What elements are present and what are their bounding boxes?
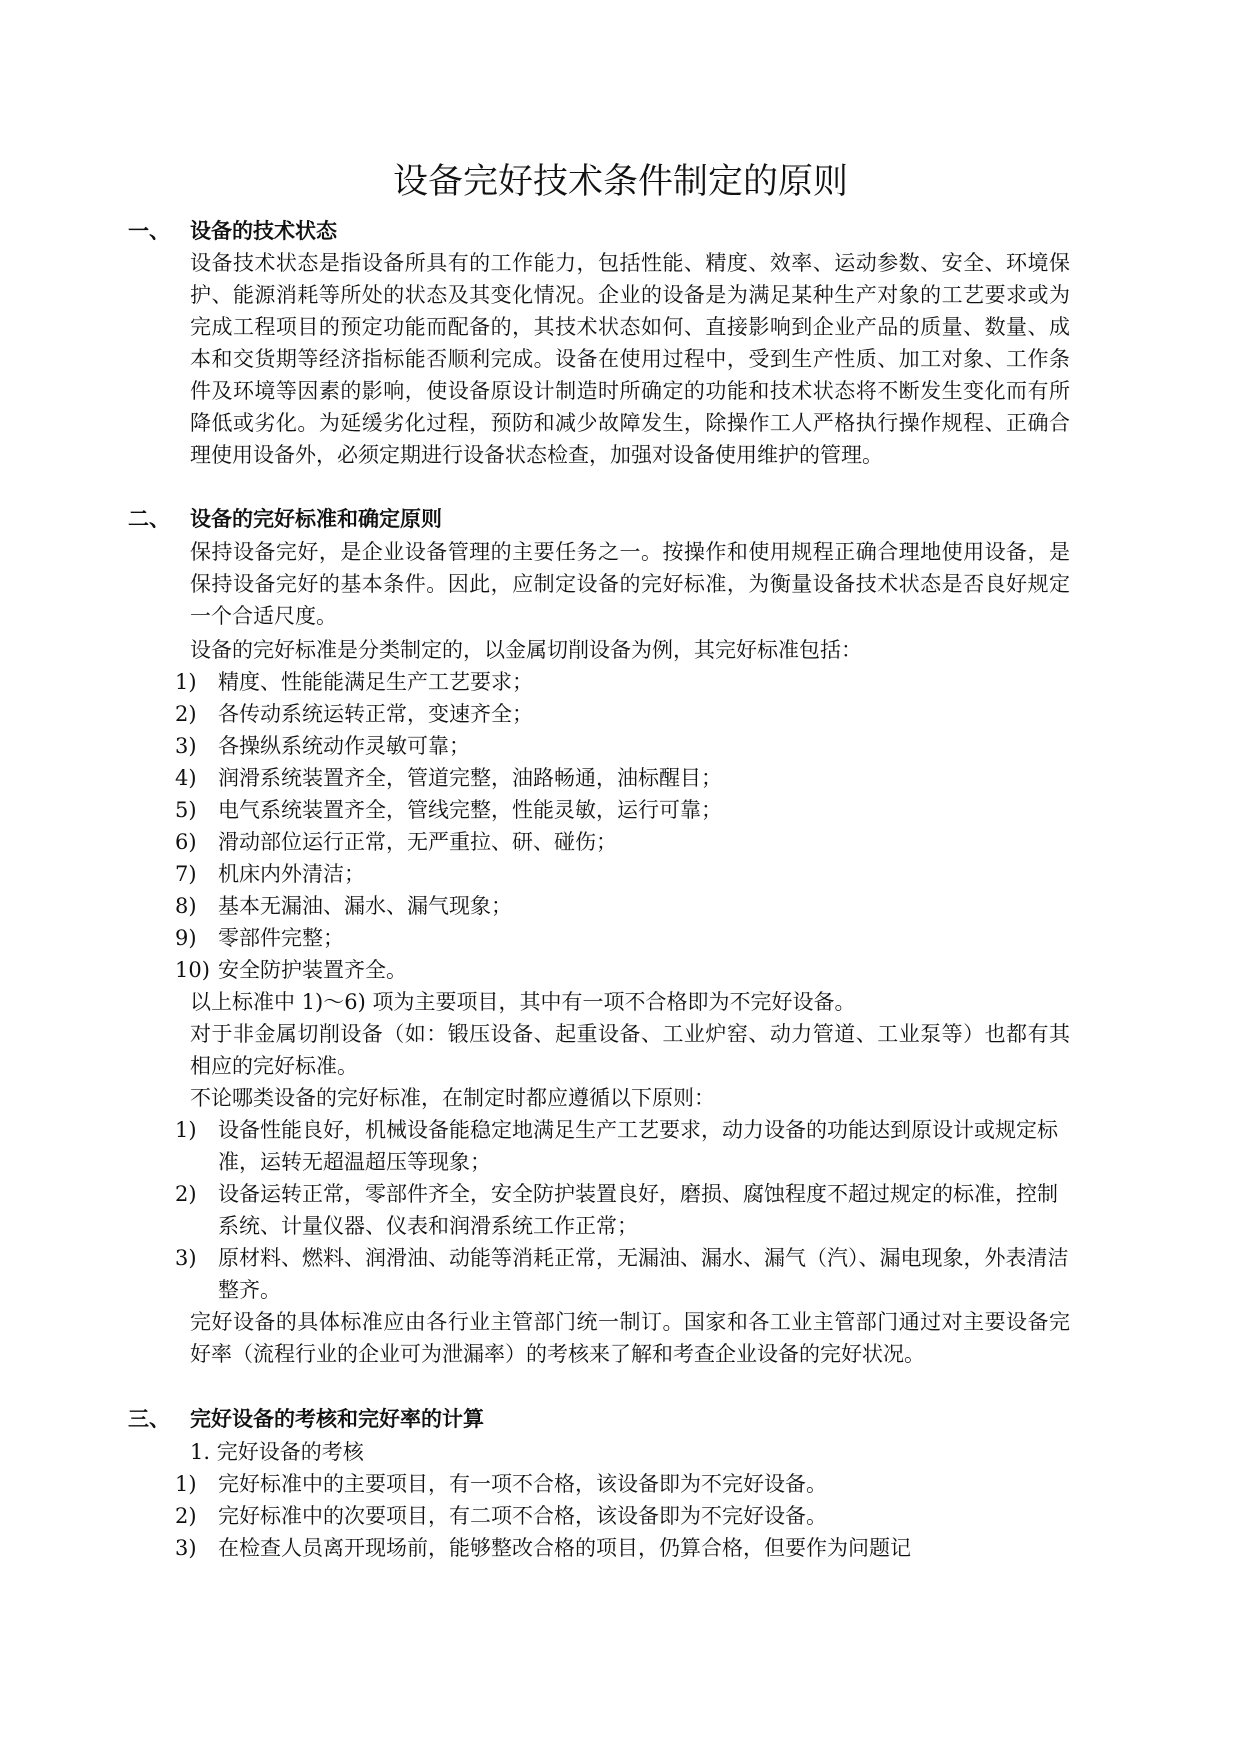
- section-number: 一、: [128, 219, 170, 243]
- list-item: [175, 698, 1070, 730]
- list-item: [175, 1500, 1070, 1532]
- principle-item: [175, 1178, 1070, 1242]
- list-number: 2): [175, 1504, 197, 1528]
- list-text: 滑动部位运行正常，无严重拉、研、碰伤；: [218, 830, 617, 854]
- list-number: 3): [175, 1536, 197, 1560]
- list-item: [175, 858, 1070, 890]
- list-number: 9): [175, 926, 197, 950]
- subheading: 1. 完好设备的考核: [190, 1440, 364, 1464]
- list-number: 1): [175, 1472, 197, 1496]
- list-number: 6): [175, 830, 197, 854]
- paragraph: 设备的完好标准是分类制定的，以金属切削设备为例，其完好标准包括：: [190, 638, 862, 662]
- section-number: 二、: [128, 507, 170, 531]
- list-number: 5): [175, 798, 197, 822]
- list-text: 各传动系统运转正常，变速齐全；: [218, 702, 533, 726]
- list-text: 在检查人员离开现场前，能够整改合格的项目，仍算合格，但要作为问题记: [218, 1536, 911, 1560]
- list-text: 完好标准中的次要项目，有二项不合格，该设备即为不完好设备。: [218, 1504, 827, 1528]
- list-number: 7): [175, 862, 197, 886]
- section-heading-2: [128, 504, 442, 534]
- list-text: 设备运转正常，零部件齐全，安全防护装置良好，磨损、腐蚀程度不超过规定的标准，控制系统、计量仪器、仪表和润滑系统工作正常；: [218, 1182, 1058, 1238]
- section-heading-1: [128, 216, 337, 246]
- list-number: 3): [175, 1246, 197, 1270]
- list-number: 10): [175, 958, 210, 982]
- list-text: 精度、性能能满足生产工艺要求；: [218, 670, 533, 694]
- list-item: [175, 890, 1070, 922]
- paragraph: 设备技术状态是指设备所具有的工作能力，包括性能、精度、效率、运动参数、安全、环境保护、能源消耗等所处的状态及其变化情况。企业的设备是为满足某种生产对象的工艺要求或为完成工程项目的预定功能而配备的，其技术状态如何、直接影响到企业产品的质量、数量、成本和交货期等经济指标能否顺利完成。设备在使用过程中，受到生产性质、加工对象、工作条件及环境等因素的影响，使设备原设计制造时所确定的功能和技术状态将不断发生变化而有所降低或劣化。为延缓劣化过程，预防和减少故障发生，除操作工人严格执行操作规程、正确合理使用设备外，必须定期进行设备状态检查，加强对设备使用维护的管理。: [190, 251, 1070, 467]
- section-title: 完好设备的考核和完好率的计算: [190, 1407, 484, 1431]
- paragraph: 不论哪类设备的完好标准，在制定时都应遵循以下原则：: [190, 1086, 715, 1110]
- section-heading-3: [128, 1404, 484, 1434]
- list-item: [175, 794, 1070, 826]
- list-text: 设备性能良好，机械设备能稳定地满足生产工艺要求，动力设备的功能达到原设计或规定标准，运转无超温超压等现象；: [218, 1118, 1058, 1174]
- section-number: 三、: [128, 1407, 170, 1431]
- principle-item: [175, 1242, 1070, 1306]
- list-text: 润滑系统装置齐全，管道完整，油路畅通，油标醒目；: [218, 766, 722, 790]
- list-number: 8): [175, 894, 197, 918]
- list-item: [175, 1468, 1070, 1500]
- list-item: [175, 954, 1070, 986]
- list-text: 基本无漏油、漏水、漏气现象；: [218, 894, 512, 918]
- paragraph: 对于非金属切削设备（如：锻压设备、起重设备、工业炉窑、动力管道、工业泵等）也都有其相应的完好标准。: [190, 1022, 1070, 1078]
- list-text: 完好标准中的主要项目，有一项不合格，该设备即为不完好设备。: [218, 1472, 827, 1496]
- list-number: 2): [175, 1182, 197, 1206]
- list-text: 零部件完整；: [218, 926, 344, 950]
- list-text: 电气系统装置齐全，管线完整，性能灵敏，运行可靠；: [218, 798, 722, 822]
- list-text: 原材料、燃料、润滑油、动能等消耗正常，无漏油、漏水、漏气（汽）、漏电现象，外表清洁整齐。: [218, 1246, 1069, 1302]
- list-item: [175, 762, 1070, 794]
- list-text: 安全防护装置齐全。: [218, 958, 407, 982]
- section-title: 设备的完好标准和确定原则: [190, 507, 442, 531]
- list-item: [175, 730, 1070, 762]
- section-title: 设备的技术状态: [190, 219, 337, 243]
- list-item: [175, 1532, 1070, 1564]
- list-item: [175, 826, 1070, 858]
- list-item: [175, 922, 1070, 954]
- principle-item: [175, 1114, 1070, 1178]
- list-number: 2): [175, 702, 197, 726]
- list-number: 1): [175, 1118, 197, 1142]
- list-item: [175, 666, 1070, 698]
- list-number: 3): [175, 734, 197, 758]
- paragraph: 保持设备完好，是企业设备管理的主要任务之一。按操作和使用规程正确合理地使用设备，是保持设备完好的基本条件。因此，应制定设备的完好标准，为衡量设备技术状态是否良好规定一个合适尺度。: [190, 540, 1070, 628]
- list-number: 1): [175, 670, 197, 694]
- list-text: 机床内外清洁；: [218, 862, 365, 886]
- paragraph: 以上标准中 1)～6) 项为主要项目，其中有一项不合格即为不完好设备。: [190, 990, 856, 1014]
- paragraph: 完好设备的具体标准应由各行业主管部门统一制订。国家和各工业主管部门通过对主要设备完好率（流程行业的企业可为泄漏率）的考核来了解和考查企业设备的完好状况。: [190, 1310, 1070, 1366]
- page-title: 设备完好技术条件制定的原则: [392, 162, 848, 202]
- list-text: 各操纵系统动作灵敏可靠；: [218, 734, 470, 758]
- list-number: 4): [175, 766, 197, 790]
